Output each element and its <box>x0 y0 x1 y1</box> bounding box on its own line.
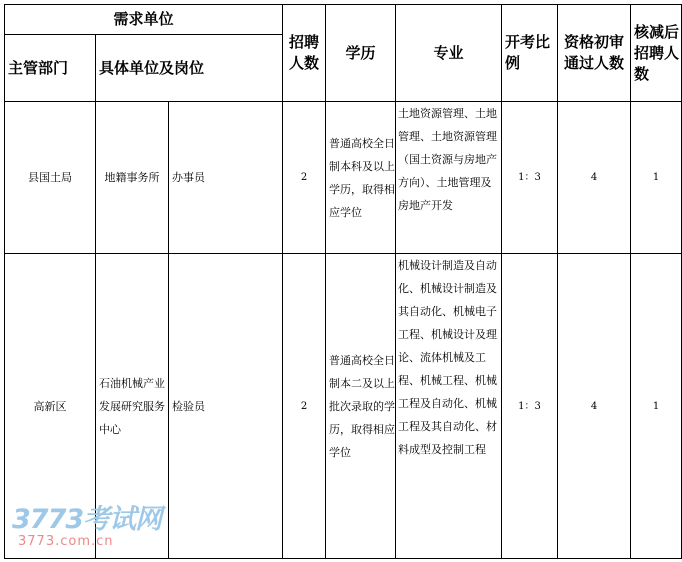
header-unit-post: 具体单位及岗位 <box>96 35 283 102</box>
reduced-cell: 1 <box>631 102 682 254</box>
recruitment-table <box>4 4 682 559</box>
header-major: 专业 <box>396 5 502 102</box>
count-cell: 2 <box>283 102 326 254</box>
education-cell: 普通高校全日制本科及以上学历，取得相应学位 <box>326 102 396 254</box>
qualified-cell: 4 <box>558 254 631 559</box>
qualified-cell: 4 <box>558 102 631 254</box>
site-watermark-logo <box>12 497 172 555</box>
table-row <box>5 102 682 254</box>
header-qualified: 资格初审通过人数 <box>558 5 631 102</box>
header-reduced: 核减后招聘人数 <box>631 5 682 102</box>
unit-cell: 石油机械产业发展研究服务中心 <box>96 254 169 559</box>
watermark-logo-text: 3773考试网 <box>12 504 162 535</box>
post-cell: 办事员 <box>169 102 283 254</box>
dept-cell: 县国土局 <box>5 102 96 254</box>
header-recruit-count: 招聘人数 <box>283 5 326 102</box>
education-cell: 普通高校全日制本二及以上批次录取的学历，取得相应学位 <box>326 254 396 559</box>
reduced-cell: 1 <box>631 254 682 559</box>
unit-cell: 地籍事务所 <box>96 102 169 254</box>
major-cell: 土地资源管理、土地管理、土地资源管理（国土资源与房地产方向）、土地管理及房地产开发 <box>396 102 502 254</box>
ratio-cell: 1：3 <box>502 102 558 254</box>
ratio-cell: 1：3 <box>502 254 558 559</box>
count-cell: 2 <box>283 254 326 559</box>
watermark-url: 3773.com.cn <box>18 534 114 549</box>
header-education: 学历 <box>326 5 396 102</box>
dept-cell: 高新区 <box>5 254 96 559</box>
post-cell: 检验员 <box>169 254 283 559</box>
header-dept: 主管部门 <box>5 35 96 102</box>
header-demand-unit: 需求单位 <box>5 5 283 35</box>
major-cell: 机械设计制造及自动化、机械设计制造及其自动化、机械电子工程、机械设计及理论、流体机械及工程、机械工程、机械工程及自动化、机械工程及其自动化、材料成型及控制工程 <box>396 254 502 559</box>
header-ratio: 开考比例 <box>502 5 558 102</box>
